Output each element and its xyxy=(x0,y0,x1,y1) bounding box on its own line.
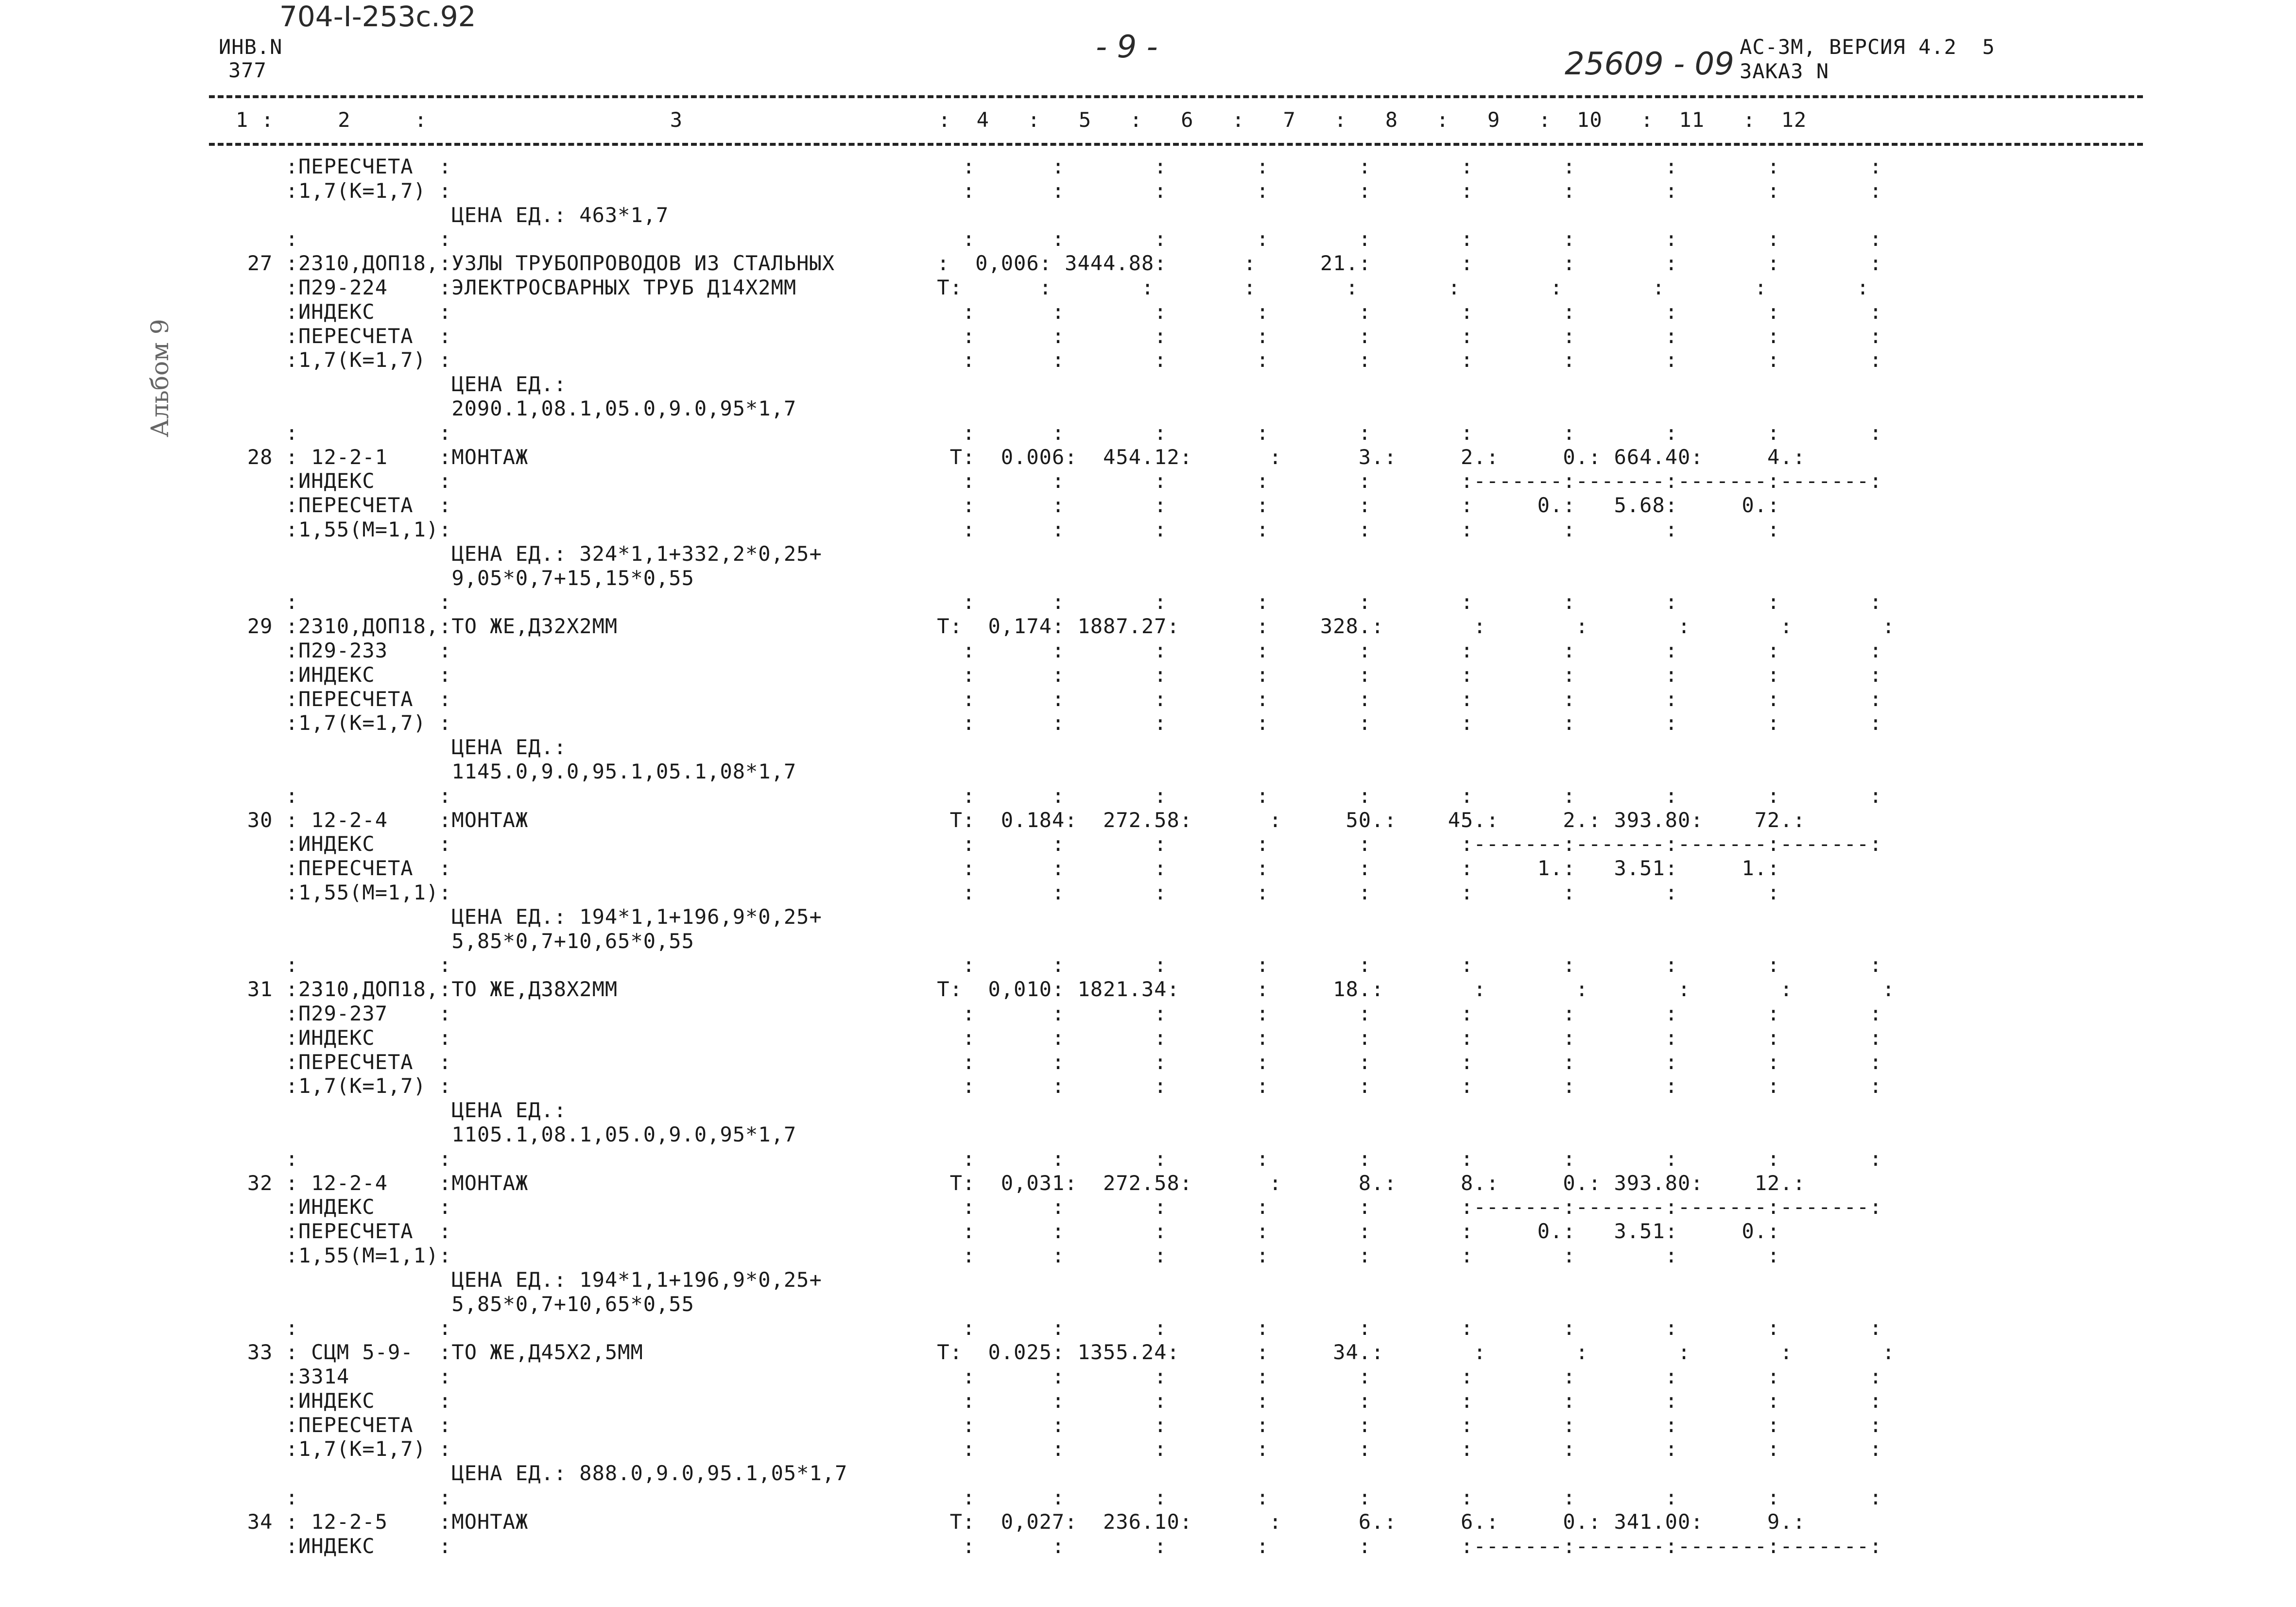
printout-line: :1,55(М=1,1): : : : : : : : : : xyxy=(209,881,1780,904)
printout-line: :ИНДЕКС : : : : : : : : : : : xyxy=(209,1388,1882,1413)
printout-line: : : : : : : : : : : : : xyxy=(209,1146,1882,1171)
printout-line: :ИНДЕКС : : : : : : : : : : : xyxy=(209,662,1882,687)
printout-line: 1145.0,9.0,95.1,05.1,08*1,7 xyxy=(209,760,797,783)
printout-line: :1,7(К=1,7) : : : : : : : : : : : xyxy=(209,1074,1882,1098)
printout-line: : : : : : : : : : : : : xyxy=(209,1316,1882,1340)
page-number: - 9 - xyxy=(1096,29,1158,65)
printout-line: : : : : : : : : : : : : xyxy=(209,953,1882,977)
printout-line: :ИНДЕКС : : : : : : :-------:-------:-------:-------: xyxy=(209,469,1882,493)
top-rule xyxy=(209,95,2143,98)
printout-line: :ПЕРЕСЧЕТА : : : : : : : : : : : xyxy=(209,1413,1882,1437)
printout-line: :1,7(К=1,7) : : : : : : : : : : : xyxy=(209,711,1882,735)
printout-line: ЦЕНА ЕД.: xyxy=(209,1098,567,1123)
printout-line: : : : : : : : : : : : : xyxy=(209,420,1882,445)
printout-line: 34 : 12-2-5 :МОНТАЖ Т: 0,027: 236.10: : 6.: 6.: 0.: 341.00: 9.: xyxy=(209,1509,1806,1534)
printout-line: :ПЕРЕСЧЕТА : : : : : : : 0.: 3.51: 0.: xyxy=(209,1219,1780,1244)
printout-line: ЦЕНА ЕД.: 888.0,9.0,95.1,05*1,7 xyxy=(209,1461,848,1486)
printout-line: 27 :2310,ДОП18,:УЗЛЫ ТРУБОПРОВОДОВ ИЗ СТАЛЬНЫХ : 0,006: 3444.88: : 21.: : : : : : xyxy=(209,251,1882,276)
printout-line: 5,85*0,7+10,65*0,55 xyxy=(209,1292,694,1316)
header-rule xyxy=(209,143,2143,146)
printout-line: 2090.1,08.1,05.0,9.0,95*1,7 xyxy=(209,397,797,420)
printout-line: ЦЕНА ЕД.: 463*1,7 xyxy=(209,203,669,227)
printout-line: :П29-224 :ЭЛЕКТРОСВАРНЫХ ТРУБ Д14Х2ММ Т: : : : : : : : : : xyxy=(209,276,1870,299)
order-number: 25609 - 09 xyxy=(1565,46,1734,82)
album-side-note: Альбом 9 xyxy=(146,319,174,437)
printout-line: :1,7(К=1,7) : : : : : : : : : : : xyxy=(209,178,1882,203)
printout-line: : : : : : : : : : : : : xyxy=(209,227,1882,251)
printout-line: : : : : : : : : : : : : xyxy=(209,783,1882,808)
printout-line: ЦЕНА ЕД.: 324*1,1+332,2*0,25+ xyxy=(209,541,822,566)
printout-line: 5,85*0,7+10,65*0,55 xyxy=(209,929,694,953)
printout-line: ЦЕНА ЕД.: 194*1,1+196,9*0,25+ xyxy=(209,904,822,929)
printout-line: 31 :2310,ДОП18,:ТО ЖЕ,Д38Х2ММ Т: 0,010: 1821.34: : 18.: : : : : : xyxy=(209,977,1895,1002)
printout-line: :ПЕРЕСЧЕТА : : : : : : : : : : : xyxy=(209,1050,1882,1074)
printout-line: 29 :2310,ДОП18,:ТО ЖЕ,Д32Х2ММ Т: 0,174: 1887.27: : 328.: : : : : : xyxy=(209,614,1895,639)
printout-line: 33 : СЦМ 5-9- :ТО ЖЕ,Д45Х2,5ММ Т: 0.025: 1355.24: : 34.: : : : : : xyxy=(209,1340,1895,1365)
printout-line: 32 : 12-2-4 :МОНТАЖ Т: 0,031: 272.58: : 8.: 8.: 0.: 393.80: 12.: xyxy=(209,1171,1806,1195)
printout-line: :ПЕРЕСЧЕТА : : : : : : : 1.: 3.51: 1.: xyxy=(209,856,1780,881)
document-code: 704-I-253с.92 xyxy=(279,0,476,33)
printout-line: ЦЕНА ЕД.: 194*1,1+196,9*0,25+ xyxy=(209,1267,822,1292)
printout-line: :ПЕРЕСЧЕТА : : : : : : : : : : : xyxy=(209,687,1882,711)
printout-line: ЦЕНА ЕД.: xyxy=(209,735,567,760)
printout-line: :П29-233 : : : : : : : : : : : xyxy=(209,639,1882,662)
order-label: ЗАКАЗ N xyxy=(1740,59,1830,83)
printout-line: :ПЕРЕСЧЕТА : : : : : : : 0.: 5.68: 0.: xyxy=(209,493,1780,518)
printout-line: : : : : : : : : : : : : xyxy=(209,590,1882,614)
printout-line: :ИНДЕКС : : : : : : : : : : : xyxy=(209,1025,1882,1050)
printout-line: 9,05*0,7+15,15*0,55 xyxy=(209,566,694,590)
printout-line: :1,55(М=1,1): : : : : : : : : : xyxy=(209,518,1780,541)
printout-line: :ПЕРЕСЧЕТА : : : : : : : : : : : xyxy=(209,155,1882,178)
printout-line: :ИНДЕКС : : : : : : :-------:-------:-------:-------: xyxy=(209,832,1882,856)
printout-line: 1105.1,08.1,05.0,9.0,95*1,7 xyxy=(209,1123,797,1146)
printout-line: :1,7(К=1,7) : : : : : : : : : : : xyxy=(209,348,1882,372)
printout-line: :П29-237 : : : : : : : : : : : xyxy=(209,1002,1882,1025)
program-version: АС-3М, ВЕРСИЯ 4.2 5 xyxy=(1740,35,1995,59)
printout-line: :1,55(М=1,1): : : : : : : : : : xyxy=(209,1244,1780,1267)
printout-line: 28 : 12-2-1 :МОНТАЖ Т: 0.006: 454.12: : 3.: 2.: 0.: 664.40: 4.: xyxy=(209,445,1806,469)
column-number-header: 1 : 2 : 3 : 4 : 5 : 6 : 7 : 8 : 9 : 10 : 11 : 12 xyxy=(236,108,1807,132)
printout-line: :3314 : : : : : : : : : : : xyxy=(209,1365,1882,1388)
printout-line: :1,7(К=1,7) : : : : : : : : : : : xyxy=(209,1437,1882,1461)
printout-line: ЦЕНА ЕД.: xyxy=(209,372,567,397)
printout-line: 30 : 12-2-4 :МОНТАЖ Т: 0.184: 272.58: : 50.: 45.: 2.: 393.80: 72.: xyxy=(209,808,1806,832)
inventory-label: ИНВ.N xyxy=(219,35,283,59)
inventory-number: 377 xyxy=(228,58,267,82)
printout-line: :ИНДЕКС : : : : : : :-------:-------:-------:-------: xyxy=(209,1534,1882,1558)
printout-line: :ИНДЕКС : : : : : : :-------:-------:-------:-------: xyxy=(209,1195,1882,1219)
printout-line: :ИНДЕКС : : : : : : : : : : : xyxy=(209,299,1882,324)
printout-line: :ПЕРЕСЧЕТА : : : : : : : : : : : xyxy=(209,324,1882,348)
printout-line: : : : : : : : : : : : : xyxy=(209,1486,1882,1509)
